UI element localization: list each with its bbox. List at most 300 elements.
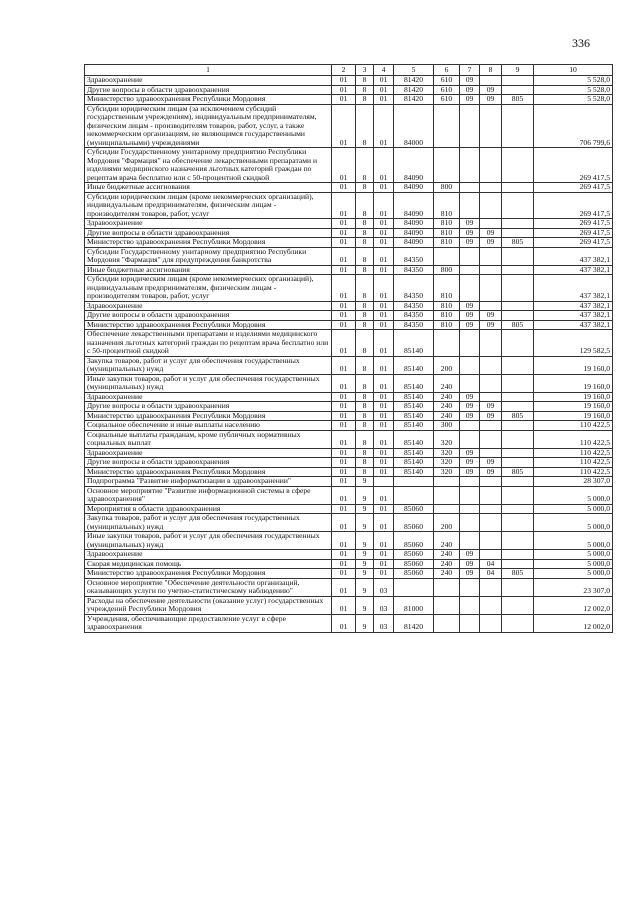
code-col4-cell (374, 477, 394, 487)
code-col9-cell (502, 356, 534, 374)
code-col3-cell: 8 (356, 228, 374, 238)
row-name-cell: Здравоохранение (85, 392, 332, 402)
code-col7-cell: 09 (460, 392, 480, 402)
code-col5-cell (394, 486, 434, 504)
code-col5-cell: 85060 (394, 514, 434, 532)
code-col3-cell: 8 (356, 392, 374, 402)
column-header: 2 (332, 65, 356, 76)
code-col8-cell (480, 514, 502, 532)
row-name-cell: Закупка товаров, работ и услуг для обеспечения государственных (муниципальных) нужд (85, 356, 332, 374)
row-name-cell: Министерство здравоохранения Республики Мордовия (85, 95, 332, 105)
code-col7-cell: 09 (460, 320, 480, 330)
amount-cell: 5 528,0 (534, 76, 613, 86)
code-col5-cell: 84350 (394, 311, 434, 321)
code-col3-cell: 8 (356, 301, 374, 311)
code-col9-cell (502, 532, 534, 550)
code-col9-cell (502, 265, 534, 275)
code-col3-cell: 8 (356, 104, 374, 148)
table-row (85, 578, 613, 596)
code-col5-cell: 84000 (394, 104, 434, 148)
code-col4-cell: 01 (374, 265, 394, 275)
table-row (85, 550, 613, 560)
code-col5-cell (394, 477, 434, 487)
row-name-cell: Министерство здравоохранения Республики Мордовия (85, 467, 332, 477)
code-col8-cell (480, 148, 502, 183)
code-col2-cell: 01 (332, 421, 356, 431)
code-col4-cell: 01 (374, 532, 394, 550)
code-col6-cell (434, 104, 460, 148)
row-name-cell: Основное мероприятие "Обеспечение деятельности организаций, оказывающих услуги по учетно-статистическому наблюдению" (85, 578, 332, 596)
amount-cell: 5 000,0 (534, 532, 613, 550)
code-col9-cell: 805 (502, 569, 534, 579)
code-col5-cell: 81000 (394, 596, 434, 614)
code-col6-cell (434, 486, 460, 504)
code-col6-cell (434, 596, 460, 614)
table-row (85, 504, 613, 514)
code-col4-cell: 01 (374, 85, 394, 95)
code-col4-cell: 01 (374, 411, 394, 421)
code-col9-cell (502, 330, 534, 357)
code-col6-cell (434, 477, 460, 487)
code-col3-cell: 8 (356, 430, 374, 448)
table-row (85, 183, 613, 193)
code-col8-cell (480, 301, 502, 311)
code-col5-cell: 84090 (394, 148, 434, 183)
code-col9-cell (502, 486, 534, 504)
code-col9-cell (502, 85, 534, 95)
code-col6-cell: 320 (434, 467, 460, 477)
code-col3-cell: 8 (356, 330, 374, 357)
code-col9-cell (502, 448, 534, 458)
row-name-cell: Подпрограмма "Развитие информатизации в здравоохранении" (85, 477, 332, 487)
code-col6-cell: 610 (434, 85, 460, 95)
code-col2-cell: 01 (332, 228, 356, 238)
table-row (85, 238, 613, 248)
code-col5-cell: 85140 (394, 392, 434, 402)
code-col3-cell: 9 (356, 514, 374, 532)
code-col7-cell: 09 (460, 85, 480, 95)
amount-cell: 269 417,5 (534, 219, 613, 229)
amount-cell: 269 417,5 (534, 183, 613, 193)
code-col2-cell: 01 (332, 504, 356, 514)
code-col5-cell: 85060 (394, 559, 434, 569)
code-col9-cell (502, 392, 534, 402)
code-col8-cell: 09 (480, 95, 502, 105)
row-name-cell: Обеспечение лекарственными препаратами и изделиями медицинского назначения льготных категорий граждан по рецептам врача бесплатно или с 50-процентной скидкой (85, 330, 332, 357)
code-col2-cell: 01 (332, 320, 356, 330)
code-col7-cell: 09 (460, 311, 480, 321)
code-col3-cell: 8 (356, 183, 374, 193)
code-col9-cell (502, 183, 534, 193)
code-col9-cell: 805 (502, 411, 534, 421)
row-name-cell: Министерство здравоохранения Республики Мордовия (85, 411, 332, 421)
code-col3-cell: 9 (356, 486, 374, 504)
code-col5-cell: 84090 (394, 183, 434, 193)
code-col7-cell (460, 596, 480, 614)
code-col8-cell (480, 550, 502, 560)
row-name-cell: Иные бюджетные ассигнования (85, 183, 332, 193)
code-col3-cell: 8 (356, 411, 374, 421)
row-name-cell: Социальное обеспечение и иные выплаты населению (85, 421, 332, 431)
code-col7-cell (460, 104, 480, 148)
code-col5-cell: 84090 (394, 219, 434, 229)
code-col5-cell: 84090 (394, 238, 434, 248)
code-col6-cell: 320 (434, 458, 460, 468)
code-col7-cell: 09 (460, 411, 480, 421)
code-col3-cell: 8 (356, 265, 374, 275)
code-col4-cell: 01 (374, 392, 394, 402)
code-col6-cell: 610 (434, 76, 460, 86)
code-col2-cell: 01 (332, 448, 356, 458)
table-row (85, 559, 613, 569)
code-col9-cell (502, 228, 534, 238)
code-col4-cell: 01 (374, 486, 394, 504)
code-col6-cell: 200 (434, 356, 460, 374)
code-col6-cell: 810 (434, 311, 460, 321)
table-row (85, 402, 613, 412)
code-col5-cell: 85140 (394, 448, 434, 458)
code-col5-cell: 81420 (394, 85, 434, 95)
code-col6-cell (434, 578, 460, 596)
code-col9-cell (502, 421, 534, 431)
row-name-cell: Здравоохранение (85, 448, 332, 458)
code-col6-cell: 800 (434, 265, 460, 275)
code-col4-cell: 01 (374, 320, 394, 330)
code-col2-cell: 01 (332, 265, 356, 275)
code-col2-cell: 01 (332, 95, 356, 105)
column-header: 1 (85, 65, 332, 76)
amount-cell: 437 382,1 (534, 320, 613, 330)
code-col6-cell (434, 148, 460, 183)
code-col4-cell: 01 (374, 192, 394, 219)
code-col6-cell: 810 (434, 301, 460, 311)
table-row (85, 486, 613, 504)
amount-cell: 19 160,0 (534, 402, 613, 412)
code-col2-cell: 01 (332, 392, 356, 402)
code-col3-cell: 9 (356, 596, 374, 614)
table-row (85, 311, 613, 321)
code-col2-cell: 01 (332, 183, 356, 193)
code-col4-cell: 03 (374, 614, 394, 632)
code-col3-cell: 8 (356, 85, 374, 95)
code-col7-cell (460, 430, 480, 448)
code-col4-cell: 01 (374, 550, 394, 560)
code-col7-cell: 09 (460, 95, 480, 105)
amount-cell: 5 000,0 (534, 569, 613, 579)
code-col5-cell: 85140 (394, 411, 434, 421)
code-col5-cell: 81420 (394, 76, 434, 86)
code-col9-cell (502, 148, 534, 183)
table-row (85, 85, 613, 95)
code-col5-cell: 85060 (394, 569, 434, 579)
code-col7-cell: 09 (460, 301, 480, 311)
code-col3-cell: 8 (356, 192, 374, 219)
code-col9-cell (502, 76, 534, 86)
table-row (85, 265, 613, 275)
code-col6-cell: 300 (434, 421, 460, 431)
row-name-cell: Скорая медицинская помощь (85, 559, 332, 569)
code-col5-cell: 84090 (394, 192, 434, 219)
code-col5-cell: 84350 (394, 265, 434, 275)
code-col4-cell: 01 (374, 238, 394, 248)
code-col5-cell: 84090 (394, 228, 434, 238)
code-col8-cell: 09 (480, 458, 502, 468)
code-col7-cell (460, 504, 480, 514)
code-col7-cell (460, 374, 480, 392)
code-col7-cell (460, 421, 480, 431)
code-col9-cell (502, 504, 534, 514)
amount-cell: 19 160,0 (534, 392, 613, 402)
code-col7-cell (460, 183, 480, 193)
code-col8-cell (480, 596, 502, 614)
code-col3-cell: 8 (356, 76, 374, 86)
table-row (85, 104, 613, 148)
code-col3-cell: 8 (356, 148, 374, 183)
amount-cell: 129 582,5 (534, 330, 613, 357)
row-name-cell: Министерство здравоохранения Республики Мордовия (85, 238, 332, 248)
code-col2-cell: 01 (332, 411, 356, 421)
row-name-cell: Субсидии юридическим лицам (кроме некоммерческих организаций), индивидуальным предпринимателям, физическим лицам - производителям товаров, работ, услуг (85, 275, 332, 302)
code-col7-cell: 09 (460, 467, 480, 477)
code-col8-cell (480, 430, 502, 448)
code-col3-cell: 8 (356, 247, 374, 265)
table-row (85, 392, 613, 402)
table-row (85, 430, 613, 448)
table-row (85, 330, 613, 357)
amount-cell: 437 382,1 (534, 301, 613, 311)
code-col6-cell: 240 (434, 532, 460, 550)
code-col3-cell: 8 (356, 95, 374, 105)
table-row (85, 95, 613, 105)
code-col2-cell: 01 (332, 192, 356, 219)
code-col4-cell: 01 (374, 311, 394, 321)
code-col8-cell (480, 477, 502, 487)
table-row (85, 356, 613, 374)
code-col2-cell: 01 (332, 477, 356, 487)
code-col9-cell (502, 430, 534, 448)
row-name-cell: Другие вопросы в области здравоохранения (85, 402, 332, 412)
amount-cell: 19 160,0 (534, 374, 613, 392)
code-col7-cell (460, 356, 480, 374)
code-col3-cell: 8 (356, 311, 374, 321)
code-col2-cell: 01 (332, 578, 356, 596)
code-col3-cell: 8 (356, 238, 374, 248)
code-col4-cell: 01 (374, 402, 394, 412)
table-row (85, 448, 613, 458)
code-col3-cell: 9 (356, 578, 374, 596)
table-row (85, 148, 613, 183)
row-name-cell: Субсидии Государственному унитарному предприятию Республики Мордовия "Фармация" для предупреждения банкротства (85, 247, 332, 265)
code-col6-cell: 810 (434, 228, 460, 238)
amount-cell: 5 000,0 (534, 504, 613, 514)
amount-cell: 5 000,0 (534, 559, 613, 569)
row-name-cell: Здравоохранение (85, 219, 332, 229)
code-col3-cell: 9 (356, 504, 374, 514)
code-col9-cell (502, 301, 534, 311)
code-col7-cell (460, 532, 480, 550)
code-col9-cell (502, 311, 534, 321)
code-col6-cell (434, 330, 460, 357)
code-col2-cell: 01 (332, 550, 356, 560)
code-col2-cell: 01 (332, 76, 356, 86)
code-col4-cell: 01 (374, 275, 394, 302)
code-col3-cell: 8 (356, 421, 374, 431)
code-col7-cell (460, 192, 480, 219)
code-col4-cell: 01 (374, 458, 394, 468)
code-col4-cell: 01 (374, 228, 394, 238)
amount-cell: 269 417,5 (534, 238, 613, 248)
code-col3-cell: 8 (356, 402, 374, 412)
column-header: 7 (460, 65, 480, 76)
code-col2-cell: 01 (332, 275, 356, 302)
amount-cell: 269 417,5 (534, 228, 613, 238)
amount-cell: 19 160,0 (534, 411, 613, 421)
code-col8-cell (480, 219, 502, 229)
table-row (85, 247, 613, 265)
code-col5-cell: 85140 (394, 430, 434, 448)
code-col9-cell (502, 192, 534, 219)
row-name-cell: Субсидии Государственному унитарному предприятию Республики Мордовия "Фармация" на обеспечение лекарственными препаратами и изделиями медицинского назначения льготных категорий граждан по рецептам врача бесплатно или с 50-процентной скидкой (85, 148, 332, 183)
code-col4-cell: 01 (374, 104, 394, 148)
code-col5-cell: 84350 (394, 247, 434, 265)
code-col3-cell: 9 (356, 532, 374, 550)
code-col9-cell (502, 477, 534, 487)
amount-cell: 437 382,1 (534, 311, 613, 321)
table-row (85, 532, 613, 550)
code-col8-cell (480, 104, 502, 148)
code-col8-cell (480, 374, 502, 392)
code-col7-cell: 09 (460, 238, 480, 248)
code-col6-cell: 610 (434, 95, 460, 105)
code-col6-cell (434, 614, 460, 632)
code-col4-cell: 01 (374, 183, 394, 193)
code-col2-cell: 01 (332, 356, 356, 374)
code-col6-cell: 240 (434, 550, 460, 560)
code-col6-cell: 810 (434, 192, 460, 219)
table-row (85, 421, 613, 431)
code-col4-cell: 01 (374, 430, 394, 448)
code-col6-cell: 240 (434, 402, 460, 412)
column-header: 4 (374, 65, 394, 76)
code-col5-cell: 85140 (394, 402, 434, 412)
code-col7-cell (460, 275, 480, 302)
code-col2-cell: 01 (332, 402, 356, 412)
amount-cell: 5 528,0 (534, 85, 613, 95)
code-col6-cell (434, 247, 460, 265)
code-col8-cell: 09 (480, 85, 502, 95)
code-col9-cell (502, 275, 534, 302)
code-col2-cell: 01 (332, 514, 356, 532)
column-header: 3 (356, 65, 374, 76)
amount-cell: 5 000,0 (534, 486, 613, 504)
code-col2-cell: 01 (332, 569, 356, 579)
code-col4-cell: 01 (374, 95, 394, 105)
table-row (85, 192, 613, 219)
code-col4-cell: 01 (374, 504, 394, 514)
code-col8-cell: 09 (480, 228, 502, 238)
code-col3-cell: 8 (356, 320, 374, 330)
code-col8-cell (480, 421, 502, 431)
code-col9-cell (502, 247, 534, 265)
table-row (85, 374, 613, 392)
code-col7-cell: 09 (460, 448, 480, 458)
row-name-cell: Закупка товаров, работ и услуг для обеспечения государственных (муниципальных) нужд (85, 514, 332, 532)
code-col5-cell: 85140 (394, 421, 434, 431)
row-name-cell: Здравоохранение (85, 301, 332, 311)
code-col5-cell (394, 578, 434, 596)
column-header: 5 (394, 65, 434, 76)
code-col3-cell: 8 (356, 374, 374, 392)
code-col5-cell: 85140 (394, 458, 434, 468)
code-col2-cell: 01 (332, 614, 356, 632)
code-col9-cell (502, 374, 534, 392)
amount-cell: 437 382,1 (534, 275, 613, 302)
code-col2-cell: 01 (332, 148, 356, 183)
row-name-cell: Другие вопросы в области здравоохранения (85, 311, 332, 321)
amount-cell: 5 528,0 (534, 95, 613, 105)
amount-cell: 23 307,0 (534, 578, 613, 596)
amount-cell: 5 000,0 (534, 514, 613, 532)
code-col7-cell (460, 148, 480, 183)
table-row (85, 76, 613, 86)
code-col8-cell: 09 (480, 467, 502, 477)
code-col2-cell: 01 (332, 219, 356, 229)
code-col8-cell (480, 392, 502, 402)
table-row (85, 614, 613, 632)
code-col5-cell: 85060 (394, 504, 434, 514)
amount-cell: 269 417,5 (534, 148, 613, 183)
row-name-cell: Основное мероприятие "Развитие информационной системы в сфере здравоохранения" (85, 486, 332, 504)
code-col2-cell: 01 (332, 532, 356, 550)
code-col2-cell: 01 (332, 301, 356, 311)
code-col2-cell: 01 (332, 430, 356, 448)
code-col6-cell: 320 (434, 430, 460, 448)
amount-cell: 110 422,5 (534, 448, 613, 458)
code-col5-cell: 81420 (394, 95, 434, 105)
amount-cell: 12 002,0 (534, 614, 613, 632)
code-col6-cell: 810 (434, 238, 460, 248)
code-col7-cell (460, 330, 480, 357)
row-name-cell: Учреждения, обеспечивающие предоставление услуг в сфере здравоохранения (85, 614, 332, 632)
row-name-cell: Министерство здравоохранения Республики Мордовия (85, 569, 332, 579)
code-col6-cell (434, 504, 460, 514)
code-col3-cell: 8 (356, 219, 374, 229)
code-col2-cell: 01 (332, 330, 356, 357)
code-col9-cell (502, 402, 534, 412)
code-col8-cell: 04 (480, 569, 502, 579)
code-col7-cell (460, 265, 480, 275)
code-col6-cell: 810 (434, 219, 460, 229)
code-col5-cell: 85140 (394, 330, 434, 357)
code-col3-cell: 8 (356, 275, 374, 302)
table-row (85, 320, 613, 330)
row-name-cell: Здравоохранение (85, 76, 332, 86)
code-col4-cell: 01 (374, 76, 394, 86)
amount-cell: 110 422,5 (534, 458, 613, 468)
amount-cell: 706 799,6 (534, 104, 613, 148)
row-name-cell: Иные бюджетные ассигнования (85, 265, 332, 275)
code-col8-cell (480, 183, 502, 193)
table-row (85, 477, 613, 487)
page-number: 336 (572, 36, 590, 50)
code-col7-cell (460, 477, 480, 487)
code-col4-cell: 01 (374, 559, 394, 569)
code-col6-cell: 320 (434, 448, 460, 458)
column-header: 6 (434, 65, 460, 76)
code-col8-cell (480, 614, 502, 632)
code-col7-cell: 09 (460, 402, 480, 412)
code-col7-cell (460, 514, 480, 532)
